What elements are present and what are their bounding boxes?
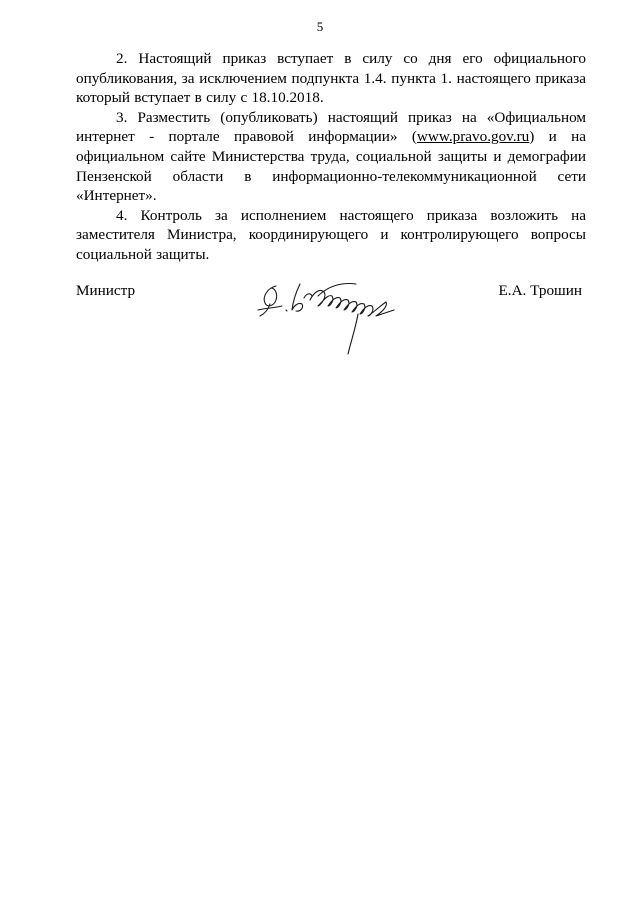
handwritten-signature (248, 266, 408, 362)
paragraph-publication-text-after: ) и на официальном сайте Министерства труда, социальной защиты и демографии Пензенской области в информационно-телекоммуникационной сети «Интернет». (76, 128, 586, 205)
signature-block (76, 282, 586, 382)
signatory-name: Е.А. Трошин (498, 282, 582, 299)
page-number: 5 (316, 19, 324, 34)
paragraph-control: 4. Контроль за исполнением настоящего приказа возложить на заместителя Министра, координирующего и контролирующего вопросы социальной защиты. (76, 206, 586, 263)
document-body (76, 49, 586, 265)
signatory-title: Министр (76, 282, 136, 299)
paragraph-publication-text-before: 3. Разместить (опубликовать) настоящий приказ на «Официальном интернет - портале правовой информации» ( (76, 108, 586, 146)
pravo-gov-link[interactable]: www.pravo.gov.ru (416, 128, 530, 146)
paragraph-publication (76, 108, 586, 206)
paragraph-effective-date: 2. Настоящий приказ вступает в силу со дня его официального опубликования, за исключением подпункта 1.4. пункта 1. настоящего приказа который вступает в силу с 18.10.2018. (76, 50, 586, 107)
